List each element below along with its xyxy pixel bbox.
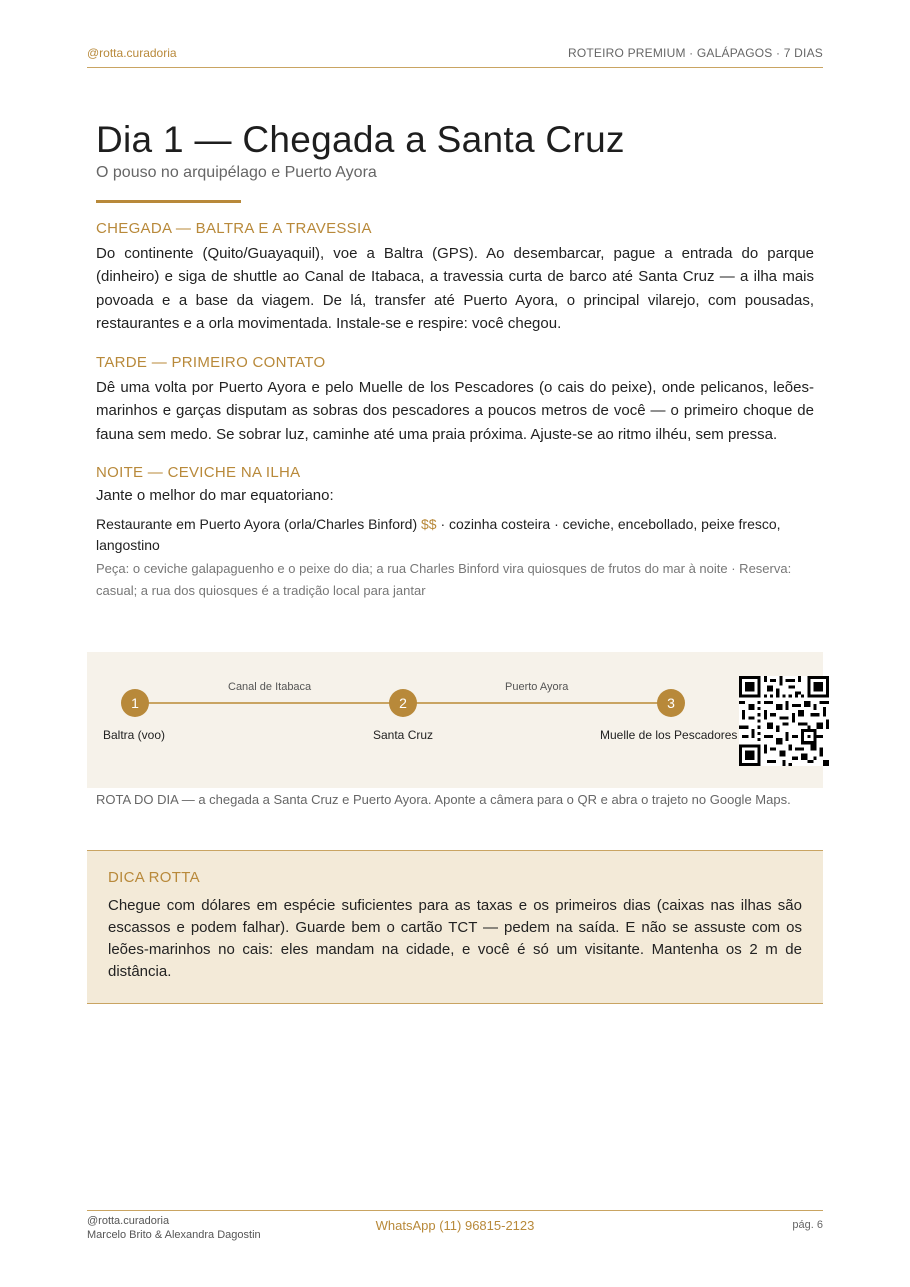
route-caption: ROTA DO DIA — a chegada a Santa Cruz e Puerto Ayora. Aponte a câmera para o QR e abra o trajeto no Google Maps. — [96, 792, 791, 807]
route-segment-line — [403, 702, 671, 704]
route-stop-name: Baltra (voo) — [103, 728, 166, 742]
title-divider — [96, 200, 241, 203]
restaurant-details: · cozinha costeira · ceviche, encebollado, peixe fresco, langostino — [96, 516, 781, 554]
route-segment-label: Puerto Ayora — [505, 681, 569, 693]
section-title-arrival: CHEGADA — BALTRA E A TRAVESSIA — [96, 219, 372, 237]
route-stop-name: Muelle de los Pescadores — [600, 728, 738, 742]
route-segment-line — [135, 702, 403, 704]
section-body-afternoon: Dê uma volta por Puerto Ayora e pelo Muelle de los Pescadores (o cais do peixe), onde pelicanos, leões-marinhos e garças disputam as sobras dos pescadores a poucos metros de você — o primeiro choque de fauna sem medo. Se sobrar luz, caminhe até uma praia próxima. Ajuste-se ao ritmo ilhéu, sem pressa. — [96, 378, 814, 443]
route-stop-marker: 3 — [657, 689, 685, 717]
footer-authors: Marcelo Brito & Alexandra Dagostin — [87, 1229, 261, 1241]
restaurant-name: Restaurante em Puerto Ayora (orla/Charles Binford) — [96, 516, 418, 533]
header-handle: @rotta.curadoria — [87, 46, 177, 60]
restaurant-note: Peça: o ceviche galapaguenho e o peixe do dia; a rua Charles Binford vira quiosques de frutos do mar à noite · Reserva: casual; a rua dos quiosques é a tradição local para jantar — [96, 561, 792, 599]
page-header — [87, 46, 823, 68]
section-title-night: NOITE — CEVICHE NA ILHA — [96, 464, 301, 482]
tip-body: Chegue com dólares em espécie suficientes para as taxas e os primeiros dias (caixas nas ilhas são escassos e podem falhar). Guarde bem o cartão TCT — pedem na saída. E não se assuste com os leões-marinhos no cais: eles mandam na cidade, e você é só um visitante. Mantenha os 2 m de distância. — [108, 897, 802, 980]
qr-code-icon[interactable] — [739, 676, 829, 766]
page-footer — [87, 1210, 823, 1250]
dinner-intro: Jante o melhor do mar equatoriano: — [96, 487, 334, 505]
footer-handle: @rotta.curadoria — [87, 1215, 170, 1227]
tip-title: DICA ROTTA — [108, 869, 200, 886]
tip-box — [87, 850, 823, 1004]
header-doc-title: ROTEIRO PREMIUM · GALÁPAGOS · 7 DIAS — [567, 46, 823, 60]
route-stop-marker: 2 — [389, 689, 417, 717]
route-segment-label: Canal de Itabaca — [228, 681, 312, 693]
page-number: pág. 6 — [792, 1219, 823, 1231]
route-stop-name: Santa Cruz — [373, 728, 434, 742]
restaurant-entry — [96, 514, 814, 556]
section-body-arrival: Do continente (Quito/Guayaquil), voe a Baltra (GPS). Ao desembarcar, pague a entrada do parque (dinheiro) e siga de shuttle ao Canal de Itabaca, a travessia curta de barco até Santa Cruz — a ilha mais povoada e a base da viagem. De lá, transfer até Puerto Ayora, o principal vilarejo, com pousadas, restaurantes e a orla movimentada. Instale-se e respire: você chegou. — [96, 244, 814, 333]
section-title-afternoon: TARDE — PRIMEIRO CONTATO — [96, 353, 326, 371]
route-map — [87, 652, 823, 788]
page-title: Dia 1 — Chegada a Santa Cruz — [96, 119, 625, 160]
footer-whatsapp[interactable]: WhatsApp (11) 96815-2123 — [375, 1218, 535, 1233]
route-stop-marker: 1 — [121, 689, 149, 717]
page-subtitle: O pouso no arquipélago e Puerto Ayora — [96, 163, 377, 181]
main-content — [96, 120, 814, 602]
restaurant-price: $$ — [421, 516, 437, 533]
